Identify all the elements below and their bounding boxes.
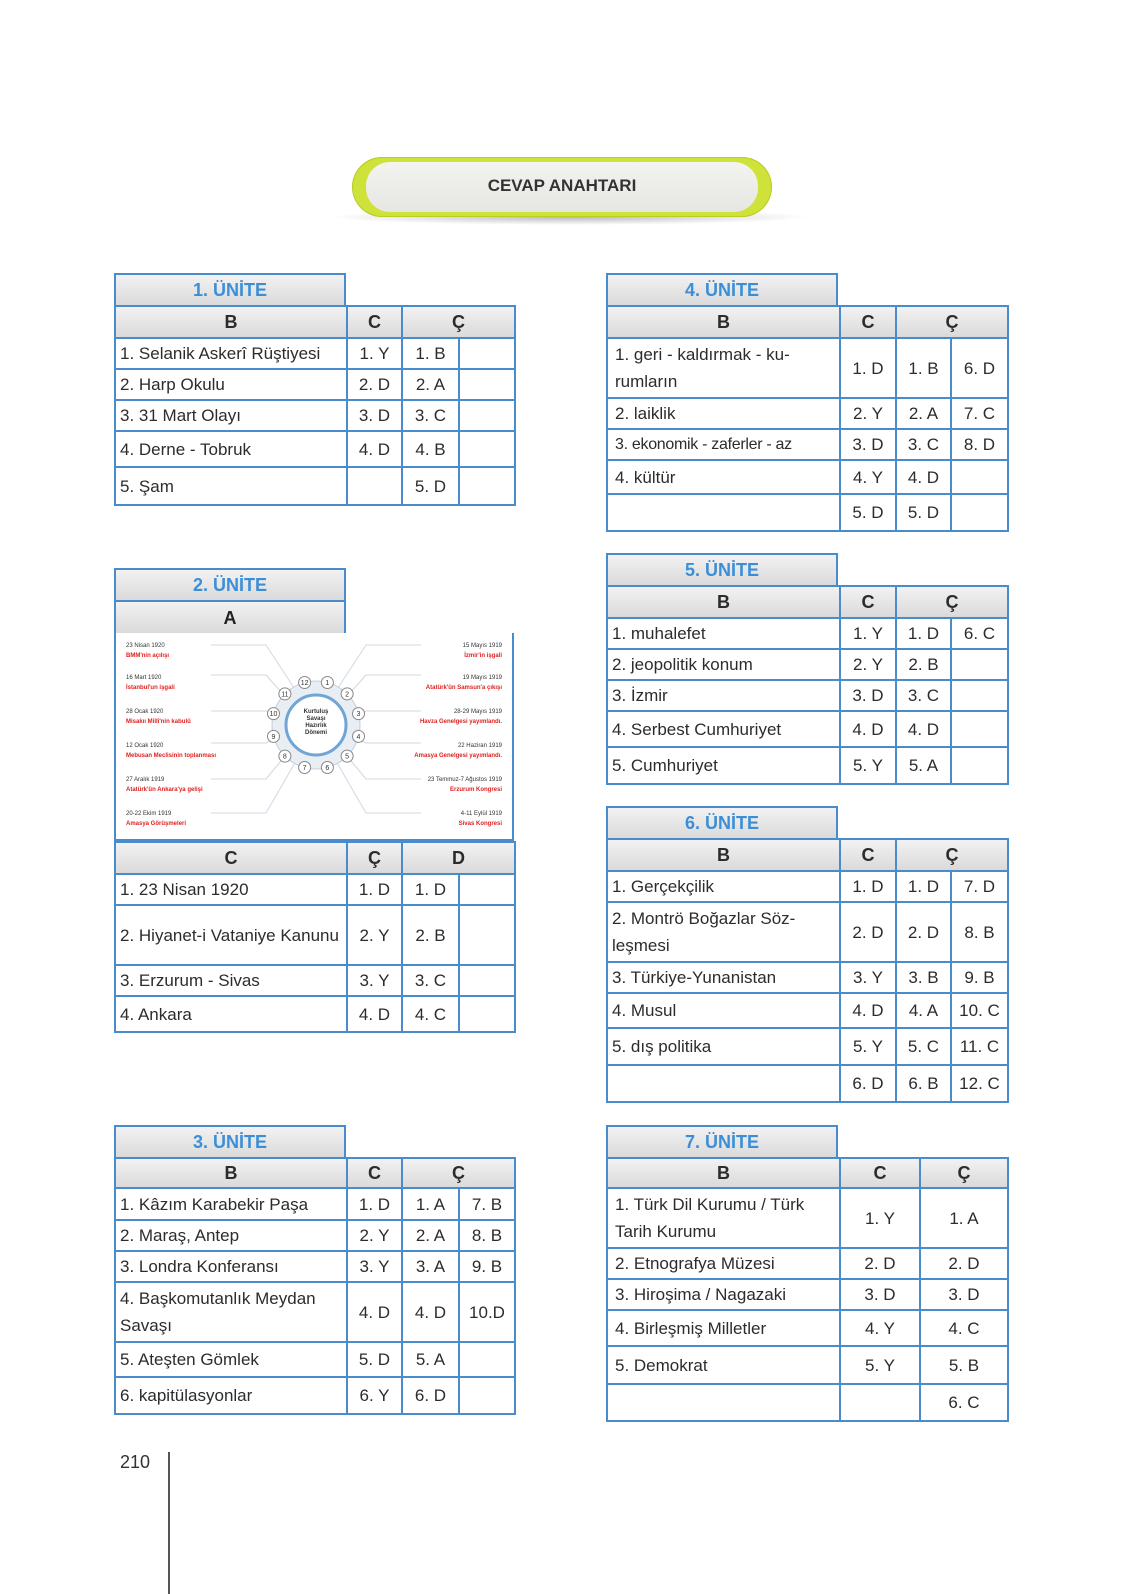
cell: 1. Y [840,1188,920,1248]
cell: 6. D [402,1377,459,1414]
col-header: B [607,586,840,618]
cell: 3. C [896,429,951,460]
cell [459,874,515,905]
cell: 2. D [347,369,402,400]
cell: 3. Y [347,1251,402,1282]
timeline-event: Misakıı Millî'nin kabulü [126,719,191,725]
cell: 7. C [951,398,1008,429]
cell [459,1342,515,1377]
cell: 3. Y [347,965,402,996]
timeline-node-label: 3 [356,711,361,719]
cell [951,680,1008,711]
cell: 5. Y [840,1346,920,1384]
timeline-event: Atatürk'ün Ankara'ya gelişi [126,787,203,793]
timeline-date: 16 Mart 1920 [126,675,162,681]
timeline-event: İstanbul'un işgali [126,685,175,691]
cell: 4. Ankara [115,996,347,1032]
unit-2-title: 2. ÜNİTE [114,568,346,600]
unit-7-title: 7. ÜNİTE [606,1125,838,1157]
cell: 3. D [840,1279,920,1310]
cell: 2. D [840,1248,920,1279]
unit-2-table [114,841,516,1033]
cell: 7. D [951,871,1008,902]
col-header: Ç [920,1158,1008,1188]
cell [459,431,515,467]
cell: 6. D [951,338,1008,398]
timeline-node-label: 9 [271,733,276,741]
cell: 2. B [402,905,459,965]
table-row [607,747,1008,784]
cell: 2. A [896,398,951,429]
unit-6-section [606,806,1009,1103]
unit-6-title: 6. ÜNİTE [606,806,838,838]
cell: 3. Türkiye-Yunanistan [607,962,840,993]
timeline-node-label: 12 [300,679,309,687]
cell: 2. Hiyanet-i Vataniye Kanunu [115,905,347,965]
timeline-node-label: 5 [345,753,350,761]
cell [459,338,515,369]
cell: 4. D [347,996,402,1032]
cell: 5. D [347,1342,402,1377]
cell: 4. C [920,1310,1008,1346]
cell: 1. geri - kaldırmak - ku-rumların [607,338,840,398]
timeline-center-label: Kurtuluş Savaşı Hazırlık Dönemi [303,709,329,736]
page-title: CEVAP ANAHTARI [487,176,637,195]
timeline-event: İzmir'in işgali [464,653,502,659]
cell: 4. kültür [607,460,840,494]
cell [459,369,515,400]
cell: 2. jeopolitik konum [607,649,840,680]
cell [951,649,1008,680]
cell: 3. Erzurum - Sivas [115,965,347,996]
cell: 4. Birleşmiş Milletler [607,1310,840,1346]
table-row [607,494,1008,531]
unit-5-section [606,553,1009,785]
col-header: Ç [896,586,1008,618]
cell: 2. A [402,1220,459,1251]
table-row [115,965,515,996]
cell: 5. Y [840,747,896,784]
cell: 5. Cumhuriyet [607,747,840,784]
table-row [115,1377,515,1414]
col-header: B [607,306,840,338]
cell: 5. Y [840,1028,896,1065]
col-header: Ç [896,306,1008,338]
cell: 6. D [840,1065,896,1102]
table-row [607,618,1008,649]
unit-1-section [114,273,516,506]
cell: 2. Maraş, Antep [115,1220,347,1251]
table-row [607,338,1008,398]
cell [951,747,1008,784]
unit-1-table [114,305,516,506]
timeline-event: Amasya Görüşmeleri [126,821,187,827]
cell: 9. B [459,1251,515,1282]
timeline-node-label: 8 [282,753,287,761]
cell: 4. B [402,431,459,467]
cell: 8. B [951,902,1008,962]
table-row [607,993,1008,1028]
cell: 7. B [459,1188,515,1220]
table-row [607,1188,1008,1248]
unit-1-title: 1. ÜNİTE [114,273,346,305]
cell: 5. C [896,1028,951,1065]
cell: 2. laiklik [607,398,840,429]
table-row [115,400,515,431]
cell: 4. A [896,993,951,1028]
timeline-event: Atatürk'ün Samsun'a çıkışı [425,685,502,691]
cell: 4. D [347,1282,402,1342]
timeline-date: 23 Temmuz-7 Ağustos 1919 [427,777,502,783]
cell: 3. A [402,1251,459,1282]
table-row [115,467,515,505]
cell: 5. Demokrat [607,1346,840,1384]
unit-3-section [114,1125,516,1415]
table-row [607,1248,1008,1279]
cell: 3. İzmir [607,680,840,711]
cell: 1. D [347,1188,402,1220]
cell [607,1384,840,1421]
page-number: 210 [120,1452,151,1472]
cell: 3. D [840,429,896,460]
timeline-node-label: 7 [302,765,307,773]
cell: 6. C [951,618,1008,649]
table-row [607,1028,1008,1065]
table-row [115,369,515,400]
timeline-node-label: 2 [345,691,350,699]
timeline-date: 27 Aralık 1919 [126,777,165,783]
cell: 6. kapitülasyonlar [115,1377,347,1414]
cell: 3. 31 Mart Olayı [115,400,347,431]
table-row [607,1279,1008,1310]
timeline-date: 23 Nisan 1920 [126,643,165,649]
col-header: C [115,842,347,874]
timeline-date: 19 Mayıs 1919 [462,675,502,681]
table-row [115,1282,515,1342]
cell: 4. Y [840,460,896,494]
cell: 2. Y [347,905,402,965]
col-header: C [347,1158,402,1188]
cell: 1. Y [347,338,402,369]
timeline-date: 12 Ocak 1920 [126,743,164,749]
cell: 3. C [896,680,951,711]
unit-7-section [606,1125,1009,1422]
cell: 1. D [896,871,951,902]
cell: 1. Türk Dil Kurumu / Türk Tarih Kurumu [607,1188,840,1248]
timeline-figure [114,633,514,841]
cell: 4. Başkomutanlık Meydan Savaşı [115,1282,347,1342]
table-row [115,431,515,467]
unit-5-table [606,585,1009,785]
table-row [607,1310,1008,1346]
cell: 1. D [840,871,896,902]
table-row [607,680,1008,711]
timeline-node-label: 11 [281,691,289,699]
table-row [115,338,515,369]
cell: 3. B [896,962,951,993]
cell [459,965,515,996]
col-header: Ç [896,839,1008,871]
table-row [115,874,515,905]
table-row [115,1220,515,1251]
timeline-date: 15 Mayıs 1919 [462,643,502,649]
timeline-event: BMM'nin açılışı [126,653,170,659]
col-header: C [840,839,896,871]
cell: 1. D [402,874,459,905]
col-header: Ç [402,1158,515,1188]
col-header: C [347,306,402,338]
table-row [607,711,1008,747]
col-header: C [840,306,896,338]
cell: 5. dış politika [607,1028,840,1065]
cell: 6. B [896,1065,951,1102]
timeline-date: 20-22 Ekim 1919 [126,811,172,817]
table-row [607,1384,1008,1421]
timeline-event: Amasya Genelgesi yayımlandı. [414,753,502,759]
cell [951,711,1008,747]
cell: 4. Musul [607,993,840,1028]
table-row [607,649,1008,680]
cell: 1. B [896,338,951,398]
table-row [115,1342,515,1377]
cell: 11. C [951,1028,1008,1065]
cell [459,905,515,965]
timeline-event: Erzurum Kongresi [449,787,502,793]
cell: 1. Y [840,618,896,649]
cell: 4. D [896,711,951,747]
unit-4-title: 4. ÜNİTE [606,273,838,305]
timeline-date: 28 Ocak 1920 [126,709,164,715]
cell: 1. Selanik Askerî Rüştiyesi [115,338,347,369]
timeline-node-label: 4 [356,733,361,741]
timeline-date: 28-29 Mayıs 1919 [453,709,502,715]
cell: 2. Y [347,1220,402,1251]
cell: 1. A [920,1188,1008,1248]
cell: 4. Serbest Cumhuriyet [607,711,840,747]
cell [951,460,1008,494]
table-row [607,962,1008,993]
cell: 5. D [896,494,951,531]
page-margin-rule [168,1452,170,1594]
cell: 1. B [402,338,459,369]
timeline-event: Mebusan Meclisinin toplanması [126,753,217,759]
cell: 5. A [402,1342,459,1377]
cell: 10. C [951,993,1008,1028]
cell [951,494,1008,531]
cell: 3. C [402,965,459,996]
col-header: C [840,1158,920,1188]
timeline-node-label: 10 [269,711,278,719]
timeline-diagram [116,633,516,841]
cell [459,467,515,505]
cell: 2. Etnografya Müzesi [607,1248,840,1279]
col-header: Ç [402,306,515,338]
cell: 4. Derne - Tobruk [115,431,347,467]
cell: 4. D [896,460,951,494]
unit-3-title: 3. ÜNİTE [114,1125,346,1157]
cell: 1. D [347,874,402,905]
cell: 4. C [402,996,459,1032]
cell: 3. Londra Konferansı [115,1251,347,1282]
cell: 1. Gerçekçilik [607,871,840,902]
cell: 4. Y [840,1310,920,1346]
cell: 8. B [459,1220,515,1251]
table-row [115,996,515,1032]
timeline-date: 22 Haziran 1919 [457,743,502,749]
cell: 2. A [402,369,459,400]
cell: 10.D [459,1282,515,1342]
unit-4-table [606,305,1009,532]
table-row [607,871,1008,902]
cell: 2. D [896,902,951,962]
table-row [607,460,1008,494]
col-header: B [607,839,840,871]
col-header: B [115,1158,347,1188]
cell: 3. D [347,400,402,431]
cell: 5. A [896,747,951,784]
cell [459,1377,515,1414]
cell: 1. A [402,1188,459,1220]
cell [840,1384,920,1421]
cell: 6. C [920,1384,1008,1421]
cell: 1. D [896,618,951,649]
cell: 3. D [920,1279,1008,1310]
cell: 2. Montrö Boğazlar Söz-leşmesi [607,902,840,962]
table-row [115,1188,515,1220]
table-row [607,1346,1008,1384]
cell [459,996,515,1032]
timeline-date: 4-11 Eylül 1919 [460,811,502,817]
cell [607,1065,840,1102]
cell: 2. Harp Okulu [115,369,347,400]
cell [347,467,402,505]
cell: 5. D [840,494,896,531]
table-row [115,905,515,965]
section-a-label: A [114,600,346,633]
col-header: D [402,842,515,874]
unit-5-title: 5. ÜNİTE [606,553,838,585]
cell: 12. C [951,1065,1008,1102]
unit-2-section [114,568,516,1033]
cell: 4. D [840,993,896,1028]
table-row [607,902,1008,962]
unit-3-table [114,1157,516,1415]
timeline-node-label: 6 [325,765,330,773]
cell: 3. Hiroşima / Nagazaki [607,1279,840,1310]
cell: 4. D [840,711,896,747]
cell: 2. D [840,902,896,962]
unit-7-table [606,1157,1009,1422]
table-row [607,1065,1008,1102]
cell: 3. ekonomik - zaferler - az [607,429,840,460]
table-row [607,429,1008,460]
answer-key-banner [352,157,772,217]
unit-4-section [606,273,1009,532]
timeline-node-label: 1 [325,679,330,687]
cell: 2. B [896,649,951,680]
cell: 6. Y [347,1377,402,1414]
table-row [115,1251,515,1282]
cell: 4. D [402,1282,459,1342]
cell: 5. D [402,467,459,505]
col-header: B [607,1158,840,1188]
col-header: C [840,586,896,618]
cell: 2. D [920,1248,1008,1279]
table-row [607,398,1008,429]
cell: 4. D [347,431,402,467]
cell [607,494,840,531]
cell: 1. Kâzım Karabekir Paşa [115,1188,347,1220]
cell: 5. Şam [115,467,347,505]
unit-6-table [606,838,1009,1103]
cell: 1. D [840,338,896,398]
cell: 1. muhalefet [607,618,840,649]
cell: 3. Y [840,962,896,993]
cell: 1. 23 Nisan 1920 [115,874,347,905]
cell [459,400,515,431]
cell: 8. D [951,429,1008,460]
timeline-event: Sivas Kongresi [458,821,502,827]
cell: 9. B [951,962,1008,993]
col-header: Ç [347,842,402,874]
cell: 5. Ateşten Gömlek [115,1342,347,1377]
cell: 3. C [402,400,459,431]
cell: 3. D [840,680,896,711]
timeline-event: Havza Genelgesi yayımlandı. [419,719,502,725]
cell: 2. Y [840,649,896,680]
cell: 2. Y [840,398,896,429]
col-header: B [115,306,347,338]
cell: 5. B [920,1346,1008,1384]
